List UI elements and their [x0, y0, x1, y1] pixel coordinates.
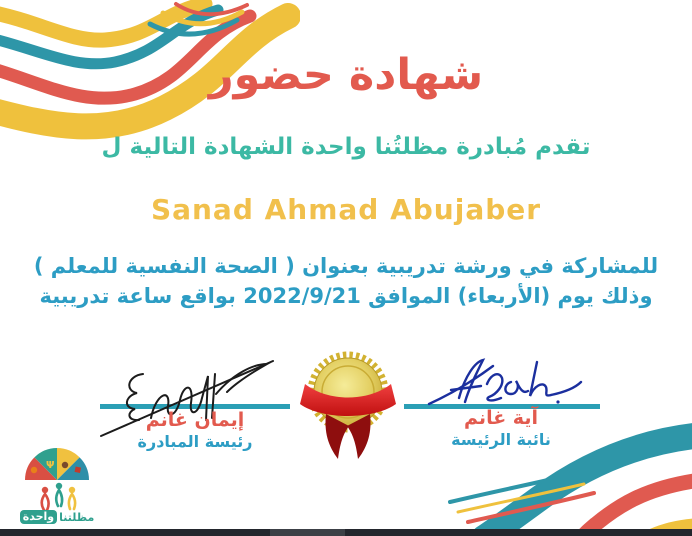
certificate-title: شهادة حضور — [208, 50, 484, 100]
logo-word-right: مظلتنا — [59, 510, 95, 524]
signatory-right-name: آية غانم — [464, 407, 538, 429]
umbrella-people-logo-icon — [6, 444, 108, 512]
body-line-1: للمشاركة في ورشة تدريبية بعنوان ( الصحة النفسية للمعلم ) — [33, 254, 659, 278]
certificate-body — [0, 251, 692, 311]
signatory-left-role: رئيسة المبادرة — [137, 432, 253, 451]
body-line-2: وذلك يوم (الأربعاء) الموافق 2022/9/21 بواقع ساعة تدريبية — [39, 284, 653, 308]
logo-word-left: واحدة — [20, 510, 57, 524]
signatory-right-role: نائبة الرئيسة — [451, 430, 551, 449]
gold-medal-ribbon-icon — [296, 346, 400, 470]
recipient-name: Sanad Ahmad Abujaber — [150, 193, 542, 226]
taskbar-edge-highlight[interactable] — [270, 529, 345, 536]
taskbar-edge[interactable] — [0, 529, 692, 536]
initiative-logo — [6, 444, 108, 524]
signature-script-right — [425, 344, 585, 416]
signatory-left-name: إيمان غانم — [145, 409, 245, 431]
certificate-intro: تقدم مُبادرة مظلتُنا واحدة الشهادة التالية ل — [101, 134, 591, 160]
logo-wordmark — [6, 510, 108, 524]
svg-text:Ψ: Ψ — [46, 460, 55, 471]
